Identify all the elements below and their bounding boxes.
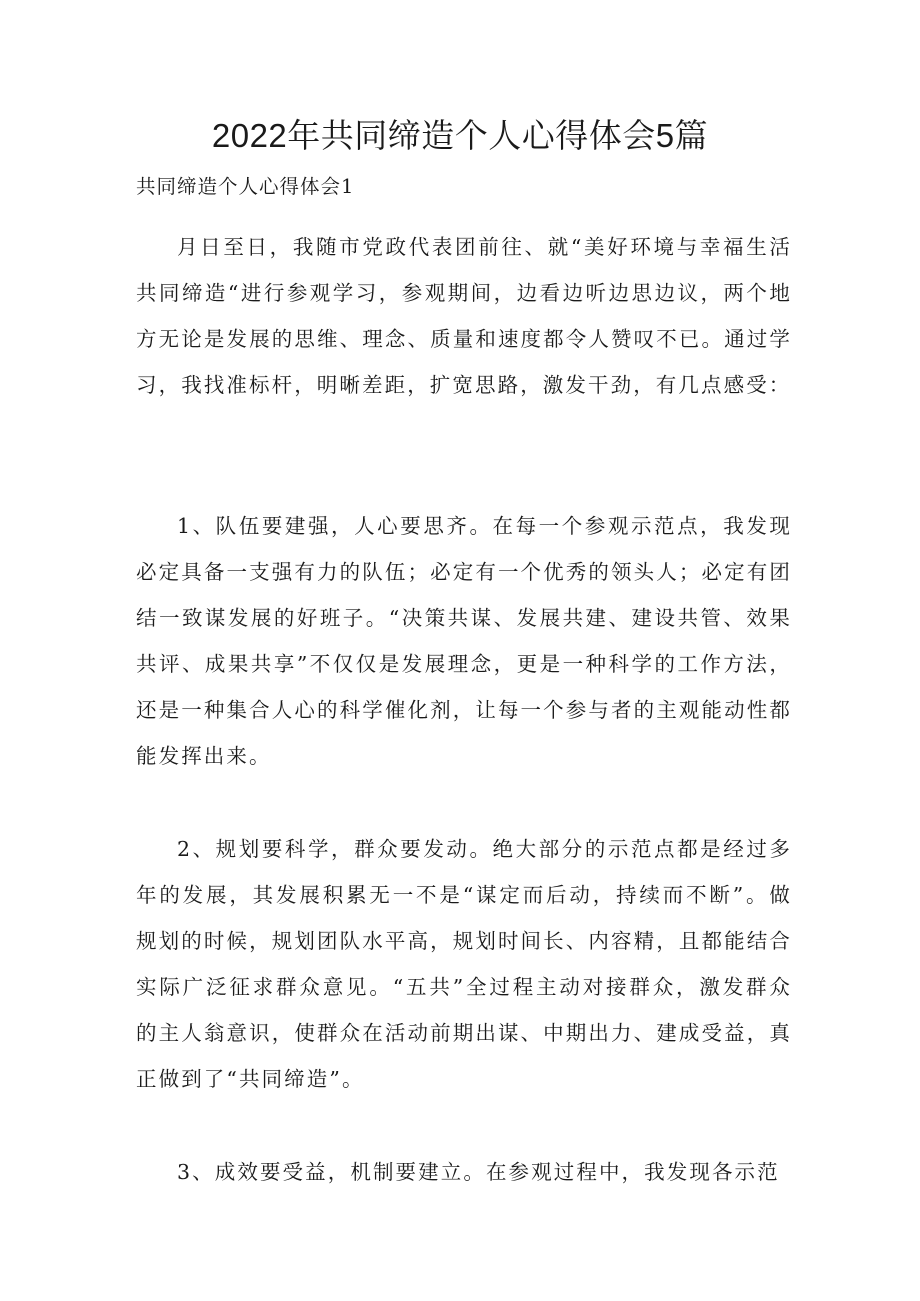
paragraph-point-2: 2、规划要科学，群众要发动。绝大部分的示范点都是经过多年的发展，其发展积累无一不是“谋定而后动，持续而不断”。做规划的时候，规划团队水平高，规划时间长、内容精，且都能结合实际广泛征求群众意见。“五共”全过程主动对接群众，激发群众的主人翁意识，使群众在活动前期出谋、中期出力、建成受益，真正做到了“共同缔造”。: [136, 837, 792, 1091]
paragraph-point-3: 3、成效要受益，机制要建立。在参观过程中，我发现各示范: [177, 1160, 780, 1184]
document-title: 2022年共同缔造个人心得体会5篇: [211, 117, 709, 154]
section-heading: 共同缔造个人心得体会1: [136, 175, 355, 198]
paragraph-point-1: 1、队伍要建强，人心要思齐。在每一个参观示范点，我发现必定具备一支强有力的队伍；必定有一个优秀的领头人；必定有团结一致谋发展的好班子。“决策共谋、发展共建、建设共管、效果共评、成果共享”不仅仅是发展理念，更是一种科学的工作方法，还是一种集合人心的科学催化剂，让每一个参与者的主观能动性都能发挥出来。: [136, 514, 792, 768]
paragraph-intro: 月日至日，我随市党政代表团前往、就“美好环境与幸福生活共同缔造“进行参观学习，参观期间，边看边听边思边议，两个地方无论是发展的思维、理念、质量和速度都令人赞叹不已。通过学习，我找准标杆，明晰差距，扩宽思路，激发干劲，有几点感受：: [136, 235, 792, 397]
